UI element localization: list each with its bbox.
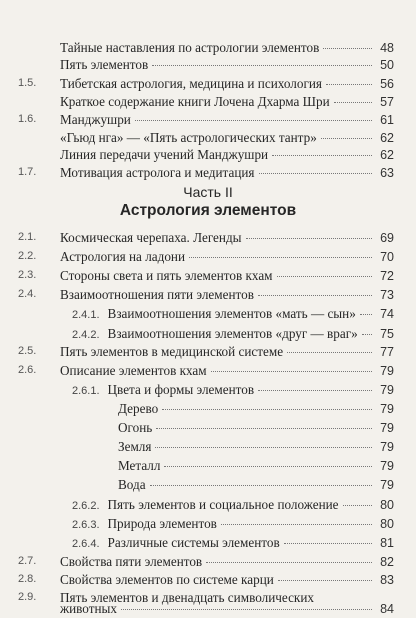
dot-leader <box>121 609 372 610</box>
toc-entry-number: 2.2. <box>18 250 37 262</box>
toc-entry[interactable] <box>72 305 394 324</box>
dot-leader <box>326 84 372 85</box>
toc-entry[interactable] <box>72 496 394 515</box>
toc-entry-title: Описание элементов кхам <box>60 363 207 378</box>
toc-entry-page: 81 <box>380 536 394 550</box>
dot-leader <box>334 102 372 103</box>
dot-leader <box>278 580 372 581</box>
toc-entry-page: 82 <box>380 555 394 569</box>
toc-entry-title: Вода <box>118 477 146 492</box>
toc-entry-title: Тибетская астрология, медицина и психология <box>60 76 322 91</box>
toc-entry-number: 1.6. <box>18 113 37 125</box>
toc-entry-page: 80 <box>380 498 394 512</box>
toc-entry-title: Огонь <box>118 420 153 435</box>
toc-entry-page: 57 <box>380 95 394 109</box>
toc-entry-title-continued: животных <box>60 601 117 616</box>
toc-entry-subnumber: 2.4.1. <box>72 309 100 321</box>
toc-entry-subnumber: 2.6.1. <box>72 385 100 397</box>
toc-entry-number: 2.1. <box>18 231 37 243</box>
dot-leader <box>258 390 372 391</box>
toc-entry[interactable] <box>18 75 394 93</box>
toc-entry-page: 84 <box>380 602 394 616</box>
dot-leader <box>150 485 372 486</box>
toc-entry-page: 69 <box>380 231 394 245</box>
toc-entry-subnumber: 2.4.2. <box>72 329 100 341</box>
dot-leader <box>284 543 372 544</box>
toc-entry-page: 48 <box>380 41 394 55</box>
toc-entry-number: 2.8. <box>18 573 37 585</box>
toc-entry-line2[interactable] <box>60 600 394 618</box>
toc-entry[interactable] <box>118 438 394 456</box>
toc-entry-page: 70 <box>380 250 394 264</box>
dot-leader <box>164 466 372 467</box>
dot-leader <box>152 65 372 66</box>
toc-entry[interactable] <box>18 553 394 571</box>
toc-entry-title: Астрология на ладони <box>60 249 186 264</box>
toc-entry-number: 2.3. <box>18 269 37 281</box>
toc-entry-title: Космическая черепаха. Легенды <box>60 230 242 245</box>
toc-entry-page: 83 <box>380 573 394 587</box>
toc-entry[interactable] <box>18 286 394 304</box>
toc-entry[interactable] <box>72 381 394 400</box>
toc-entry[interactable] <box>60 93 394 111</box>
dot-leader <box>272 155 372 156</box>
toc-entry-page: 77 <box>380 345 394 359</box>
toc-entry-number: 2.9. <box>18 591 37 603</box>
toc-entry[interactable] <box>18 229 394 247</box>
dot-leader <box>156 428 372 429</box>
toc-entry[interactable] <box>60 129 394 147</box>
toc-entry-title: Дерево <box>118 401 159 416</box>
toc-entry-subnumber: 2.6.2. <box>72 500 100 512</box>
toc-entry-page: 63 <box>380 166 394 180</box>
toc-entry-page: 79 <box>380 459 394 473</box>
toc-entry-number: 2.6. <box>18 364 37 376</box>
toc-entry-title: Тайные наставления по астрологии элементов <box>60 40 320 55</box>
toc-entry-title: Свойства пяти элементов <box>60 554 203 569</box>
toc-entry-title: Краткое содержание книги Лочена Дхарма Шри <box>60 94 330 109</box>
toc-entry-subnumber: 2.6.3. <box>72 519 100 531</box>
toc-entry-title: Мотивация астролога и медитация <box>60 165 255 180</box>
toc-entry-page: 74 <box>380 307 394 321</box>
dot-leader <box>277 276 372 277</box>
part-title: Астрология элементов <box>119 202 297 219</box>
dot-leader <box>221 524 372 525</box>
toc-entry-title: Манджушри <box>60 112 131 127</box>
toc-entry-title: «Гьюд нга» — «Пять астрологических тантр» <box>60 130 317 145</box>
toc-entry-number: 1.5. <box>18 77 37 89</box>
toc-entry-page: 79 <box>380 421 394 435</box>
toc-entry[interactable] <box>18 267 394 285</box>
toc-entry-title: Взаимоотношения элементов «мать — сын» <box>107 306 356 321</box>
toc-entry[interactable] <box>18 343 394 361</box>
toc-entry-title: Природа элементов <box>107 516 217 531</box>
toc-entry-title: Металл <box>118 458 161 473</box>
dot-leader <box>343 505 372 506</box>
toc-entry-number: 2.4. <box>18 288 37 300</box>
toc-entry-page: 61 <box>380 113 394 127</box>
dot-leader <box>259 173 372 174</box>
toc-entry-page: 79 <box>380 402 394 416</box>
dot-leader <box>258 295 372 296</box>
toc-entry-title: Взаимоотношения элементов «друг — враг» <box>107 326 358 341</box>
toc-entry[interactable] <box>18 164 394 182</box>
toc-entry-page: 75 <box>380 327 394 341</box>
toc-entry-title: Различные системы элементов <box>107 535 280 550</box>
toc-entry-page: 79 <box>380 478 394 492</box>
dot-leader <box>189 257 372 258</box>
toc-entry-page: 50 <box>380 58 394 72</box>
toc-entry-page: 62 <box>380 131 394 145</box>
toc-entry[interactable] <box>18 362 394 380</box>
toc-entry[interactable] <box>72 515 394 534</box>
toc-entry-title: Взаимоотношения пяти элементов <box>60 287 254 302</box>
toc-entry[interactable] <box>18 111 394 129</box>
toc-entry-page: 79 <box>380 440 394 454</box>
toc-entry-number: 1.7. <box>18 166 37 178</box>
toc-entry[interactable] <box>118 476 394 494</box>
toc-entry[interactable] <box>118 457 394 475</box>
toc-entry-title: Пять элементов и двенадцать символических <box>60 590 314 605</box>
dot-leader <box>246 238 372 239</box>
toc-entry-title: Пять элементов <box>60 57 149 72</box>
toc-entry-title: Пять элементов и социальное положение <box>107 497 339 512</box>
dot-leader <box>155 447 372 448</box>
toc-entry-title: Цвета и формы элементов <box>107 382 255 397</box>
dot-leader <box>206 562 372 563</box>
dot-leader <box>211 371 372 372</box>
toc-entry-subnumber: 2.6.4. <box>72 538 100 550</box>
toc-entry-title: Пять элементов в медицинской системе <box>60 344 284 359</box>
dot-leader <box>162 409 372 410</box>
toc-entry-title: Свойства элементов по системе карци <box>60 572 274 587</box>
toc-entry-page: 73 <box>380 288 394 302</box>
toc-entry[interactable] <box>118 400 394 418</box>
toc-entry[interactable] <box>18 571 394 589</box>
toc-entry-page: 56 <box>380 77 394 91</box>
dot-leader <box>360 314 372 315</box>
dot-leader <box>135 120 372 121</box>
toc-entry-title: Земля <box>118 439 152 454</box>
toc-entry-title: Стороны света и пять элементов кхам <box>60 268 273 283</box>
toc-entry-page: 79 <box>380 364 394 378</box>
toc-entry[interactable] <box>72 325 394 344</box>
toc-entry[interactable] <box>60 146 394 164</box>
dot-leader <box>321 138 372 139</box>
toc-entry-number: 2.7. <box>18 555 37 567</box>
toc-entry[interactable] <box>18 248 394 266</box>
toc-entry-page: 79 <box>380 383 394 397</box>
toc-entry[interactable] <box>60 39 394 57</box>
toc-entry[interactable] <box>60 56 394 74</box>
toc-entry-number: 2.5. <box>18 345 37 357</box>
toc-entry[interactable] <box>72 534 394 553</box>
part-label: Часть II <box>183 184 233 200</box>
toc-entry-title: Линия передачи учений Манджушри <box>60 147 269 162</box>
toc-entry[interactable] <box>118 419 394 437</box>
toc-entry-page: 62 <box>380 148 394 162</box>
toc-entry-page: 80 <box>380 517 394 531</box>
dot-leader <box>362 334 372 335</box>
dot-leader <box>287 352 372 353</box>
toc-entry-page: 72 <box>380 269 394 283</box>
dot-leader <box>323 48 372 49</box>
